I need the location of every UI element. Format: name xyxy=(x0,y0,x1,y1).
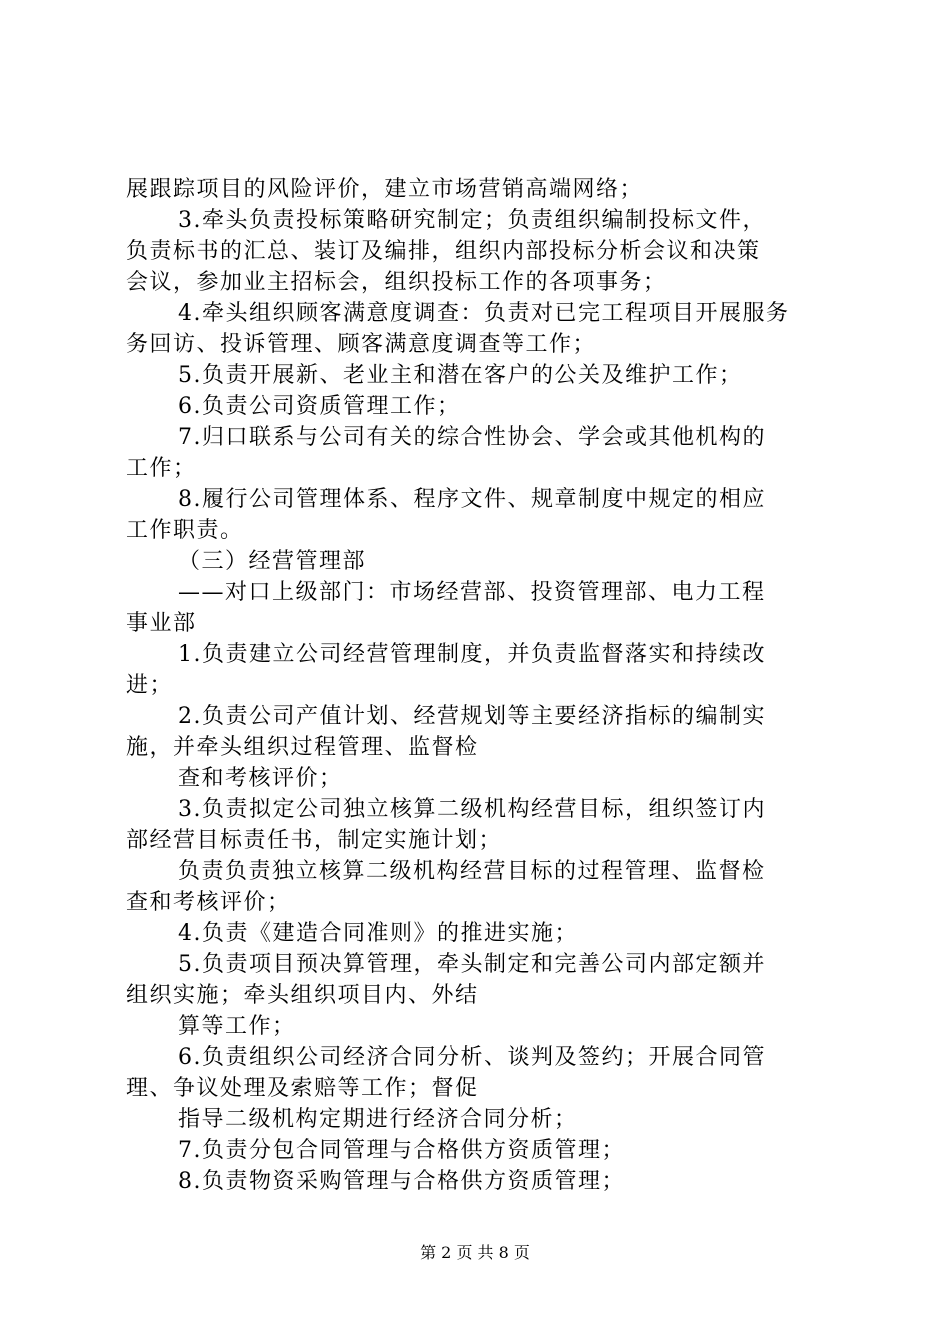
text-line: 理、争议处理及索赔等工作；督促 xyxy=(126,1076,479,1101)
text-line: 务回访、投诉管理、顾客满意度调查等工作； xyxy=(126,332,597,357)
text-line: 部经营目标责任书，制定实施计划； xyxy=(126,828,503,853)
text-line: 1.负责建立公司经营管理制度，并负责监督落实和持续改 xyxy=(178,642,766,667)
text-line: 工作； xyxy=(126,456,197,481)
text-line: 8.负责物资采购管理与合格供方资质管理； xyxy=(178,1169,625,1194)
text-line: 工作职责。 xyxy=(126,518,244,543)
text-line: 负责标书的汇总、装订及编排，组织内部投标分析会议和决策 xyxy=(126,239,761,264)
text-line: 会议，参加业主招标会，组织投标工作的各项事务； xyxy=(126,270,667,295)
text-line: 指导二级机构定期进行经济合同分析； xyxy=(178,1107,578,1132)
text-line: 事业部 xyxy=(126,611,197,636)
text-line: 7.负责分包合同管理与合格供方资质管理； xyxy=(178,1138,625,1163)
page-number-footer: 第 2 页 共 8 页 xyxy=(420,1243,530,1262)
section-heading: （三）经营管理部 xyxy=(178,549,367,574)
text-line: 2.负责公司产值计划、经营规划等主要经济指标的编制实 xyxy=(178,704,766,729)
text-line: 查和考核评价； xyxy=(178,766,343,791)
text-line: ——对口上级部门：市场经营部、投资管理部、电力工程 xyxy=(178,580,766,605)
text-line: 3.牵头负责投标策略研究制定；负责组织编制投标文件， xyxy=(178,208,766,233)
text-line: 6.负责公司资质管理工作； xyxy=(178,394,461,419)
text-line: 算等工作； xyxy=(178,1014,296,1039)
text-line: 8.履行公司管理体系、程序文件、规章制度中规定的相应 xyxy=(178,487,766,512)
text-line: 5.负责项目预决算管理，牵头制定和完善公司内部定额并 xyxy=(178,952,766,977)
text-line: 展跟踪项目的风险评价，建立市场营销高端网络； xyxy=(126,177,644,202)
text-line: 7.归口联系与公司有关的综合性协会、学会或其他机构的 xyxy=(178,425,766,450)
text-line: 查和考核评价； xyxy=(126,890,291,915)
text-line: 4.负责《建造合同准则》的推进实施； xyxy=(178,921,578,946)
text-line: 6.负责组织公司经济合同分析、谈判及签约；开展合同管 xyxy=(178,1045,766,1070)
text-line: 组织实施；牵头组织项目内、外结 xyxy=(126,983,479,1008)
text-line: 负责负责独立核算二级机构经营目标的过程管理、监督检 xyxy=(178,859,766,884)
text-line: 施，并牵头组织过程管理、监督检 xyxy=(126,735,479,760)
text-line: 4.牵头组织顾客满意度调查：负责对已完工程项目开展服务 xyxy=(178,301,790,326)
text-line: 进； xyxy=(126,673,174,698)
text-line: 5.负责开展新、老业主和潜在客户的公关及维护工作； xyxy=(178,363,743,388)
text-line: 3.负责拟定公司独立核算二级机构经营目标，组织签订内 xyxy=(178,797,766,822)
